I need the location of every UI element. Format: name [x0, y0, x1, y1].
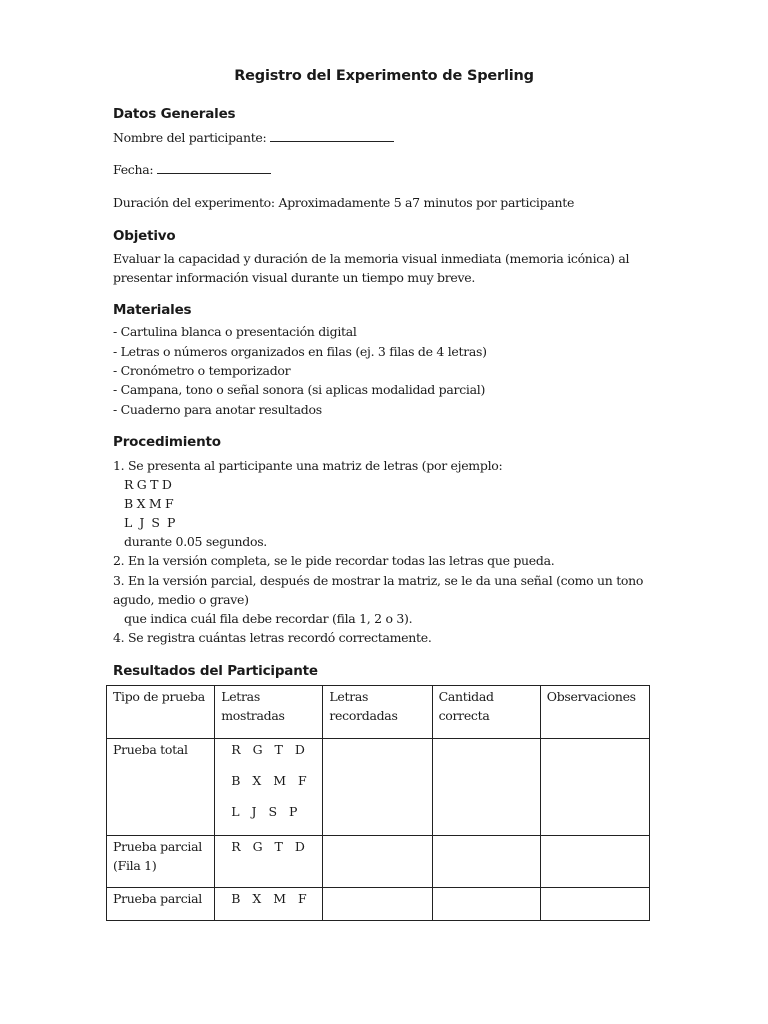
- materiales-item: - Cuaderno para anotar resultados: [113, 402, 322, 417]
- tipo-cell: Prueba total: [107, 739, 215, 836]
- objetivo-line-2: presentar información visual durante un tiempo muy breve.: [113, 270, 476, 285]
- procedimiento-heading: Procedimiento: [113, 434, 221, 450]
- procedimiento-line: 1. Se presenta al participante una matriz de letras (por ejemplo:: [113, 458, 503, 473]
- materiales-item: - Cronómetro o temporizador: [113, 363, 291, 378]
- header-cell: Observaciones: [540, 686, 649, 739]
- recordadas-cell[interactable]: [323, 836, 432, 888]
- header-cell: Tipo de prueba: [107, 686, 215, 739]
- objetivo-heading: Objetivo: [113, 228, 176, 244]
- objetivo-line-1: Evaluar la capacidad y duración de la memoria visual inmediata (memoria icónica) al: [113, 251, 630, 266]
- procedimiento-line: que indica cuál fila debe recordar (fila 1, 2 o 3).: [113, 611, 413, 626]
- observaciones-cell[interactable]: [540, 836, 649, 888]
- letras-cell: [215, 888, 323, 921]
- tipo-cell: Prueba parcial (Fila 1): [107, 836, 215, 888]
- nombre-line: [113, 128, 394, 148]
- tipo-cell: Prueba parcial: [107, 888, 215, 921]
- materiales-item: - Cartulina blanca o presentación digital: [113, 324, 357, 339]
- procedimiento-line: 2. En la versión completa, se le pide recordar todas las letras que pueda.: [113, 553, 555, 568]
- recordadas-cell[interactable]: [323, 888, 432, 921]
- nombre-blank[interactable]: [270, 129, 394, 142]
- observaciones-cell[interactable]: [540, 739, 649, 836]
- fecha-blank[interactable]: [157, 161, 271, 174]
- cantidad-cell[interactable]: [432, 836, 540, 888]
- resultados-heading: Resultados del Participante: [113, 663, 318, 679]
- letras-row: L J S P: [231, 804, 302, 819]
- document-title: Registro del Experimento de Sperling: [234, 68, 534, 84]
- resultados-table: [106, 685, 650, 921]
- letras-row: R G T D: [231, 839, 309, 854]
- observaciones-cell[interactable]: [540, 888, 649, 921]
- letras-row: R G T D: [231, 742, 309, 757]
- procedimiento-line: 4. Se registra cuántas letras recordó correctamente.: [113, 630, 432, 645]
- fecha-line: [113, 160, 271, 180]
- procedimiento-line: agudo, medio o grave): [113, 592, 249, 607]
- procedimiento-line: 3. En la versión parcial, después de mostrar la matriz, se le da una señal (como un tono: [113, 573, 644, 588]
- datos-generales-heading: Datos Generales: [113, 106, 236, 122]
- table-row: [107, 836, 650, 888]
- table-row: [107, 739, 650, 836]
- table-header-row: [107, 686, 650, 739]
- duracion-text: Duración del experimento: Aproximadamente 5 a7 minutos por participante: [113, 195, 575, 210]
- nombre-label: Nombre del participante:: [113, 130, 267, 145]
- letras-row: B X M F: [231, 773, 311, 788]
- procedimiento-line: durante 0.05 segundos.: [113, 534, 267, 549]
- procedimiento-line: R G T D: [113, 477, 172, 492]
- materiales-item: - Campana, tono o señal sonora (si aplicas modalidad parcial): [113, 382, 486, 397]
- cantidad-cell[interactable]: [432, 739, 540, 836]
- recordadas-cell[interactable]: [323, 739, 432, 836]
- materiales-item: - Letras o números organizados en filas (ej. 3 filas de 4 letras): [113, 344, 487, 359]
- header-cell: Letras mostradas: [215, 686, 323, 739]
- procedimiento-line: B X M F: [113, 496, 174, 511]
- letras-row: B X M F: [231, 891, 311, 906]
- letras-cell: [215, 739, 323, 836]
- cantidad-cell[interactable]: [432, 888, 540, 921]
- letras-cell: [215, 836, 323, 888]
- fecha-label: Fecha:: [113, 162, 154, 177]
- header-cell: Letras recordadas: [323, 686, 432, 739]
- materiales-heading: Materiales: [113, 302, 192, 318]
- procedimiento-line: L J S P: [113, 515, 176, 530]
- header-cell: Cantidad correcta: [432, 686, 540, 739]
- table-row: [107, 888, 650, 921]
